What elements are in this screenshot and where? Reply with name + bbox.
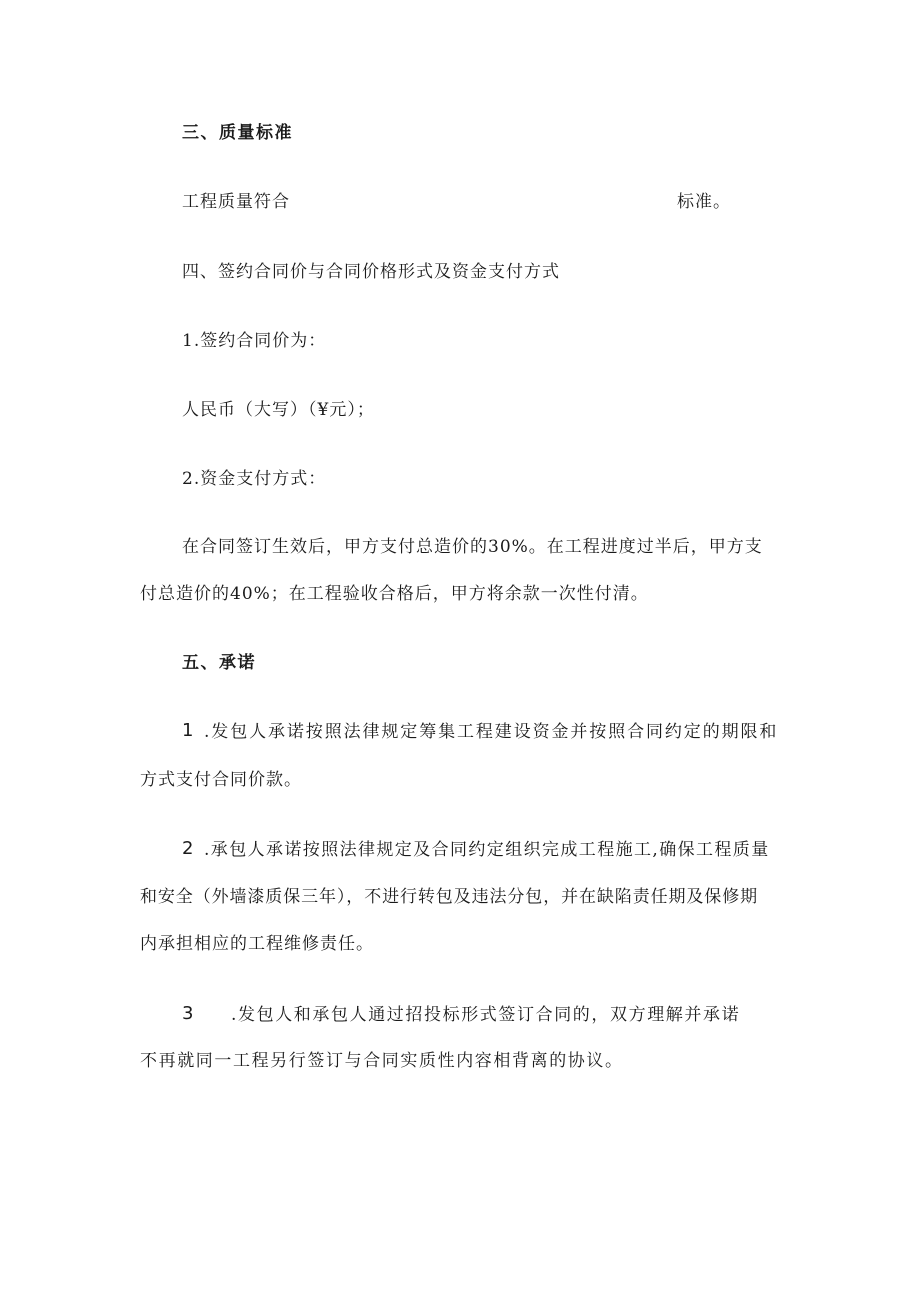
commitment-item2-line2: 和安全（外墙漆质保三年），不进行转包及违法分包，并在缺陷责任期及保修期	[140, 887, 758, 907]
commitment-item3-number: 3	[182, 1003, 194, 1024]
commitment-item1-line1: .发包人承诺按照法律规定筹集工程建设资金并按照合同约定的期限和	[204, 722, 779, 742]
commitment-item1-line2: 方式支付合同价款。	[140, 770, 302, 790]
commitment-item1-number: 1	[182, 720, 194, 741]
payment-paragraph-line1: 在合同签订生效后，甲方支付总造价的30%。在工程进度过半后，甲方支	[182, 537, 763, 557]
commitment-item3-line2: 不再就同一工程另行签订与合同实质性内容相背离的协议。	[140, 1051, 624, 1071]
quality-text-before: 工程质量符合	[182, 192, 290, 212]
quality-text-after: 标准。	[677, 192, 731, 212]
commitment-item2-number: 2	[182, 838, 194, 859]
price-item2-label: 2.资金支付方式：	[182, 469, 327, 489]
commitment-item2-line3: 内承担相应的工程维修责任。	[140, 934, 374, 954]
commitment-item3-line1: .发包人和承包人通过招投标形式签订合同的，双方理解并承诺	[231, 1005, 741, 1025]
payment-paragraph-line2: 付总造价的40%；在工程验收合格后，甲方将余款一次性付清。	[140, 584, 649, 604]
price-item1-amount: 人民币（大写）（¥元）；	[182, 400, 375, 420]
section-heading-quality: 三、质量标准	[182, 123, 293, 143]
commitment-item2-line1: .承包人承诺按照法律规定及合同约定组织完成工程施工,确保工程质量	[204, 840, 770, 860]
section-heading-commitment: 五、承诺	[182, 653, 256, 673]
section-heading-price: 四、签约合同价与合同价格形式及资金支付方式	[182, 262, 560, 282]
price-item1-label: 1.签约合同价为：	[182, 331, 327, 351]
